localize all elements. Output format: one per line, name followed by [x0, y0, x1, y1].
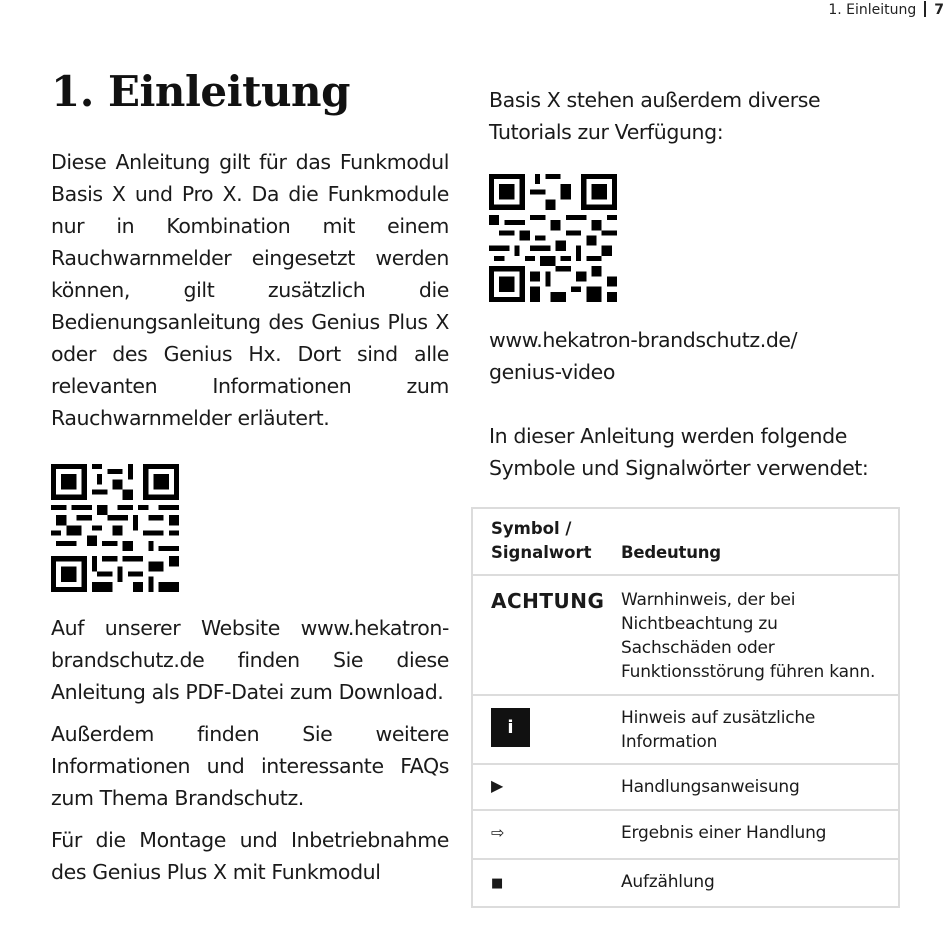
header-separator — [924, 1, 926, 17]
qr-code-pdf — [51, 464, 449, 592]
info-icon: i — [491, 708, 530, 747]
table-row — [472, 859, 899, 907]
intro-paragraph: Diese Anleitung gilt für das Funkmodul Basis X und Pro X. Da die Funkmodule nur in Kombination mit einem Rauchwarnmelder eingesetzt werden können, gilt zusätzlich die Bedienungsanleitung des Genius Plus X oder des Genius Hx. Dort sind alle relevanten Informationen zum Rauchwarnmelder erläutert. — [51, 150, 449, 430]
meaning-cell: Ergebnis einer Handlung — [621, 810, 899, 859]
bullet-square-icon: ■ — [491, 876, 504, 891]
header-symbol-line1: Symbol / — [491, 519, 572, 538]
montage-paragraph: Für die Montage und Inbetriebnahme des Genius Plus X mit Funkmodul — [51, 828, 449, 884]
symbol-cell — [472, 810, 621, 859]
table-row — [472, 810, 899, 859]
video-url-line2: genius-video — [489, 360, 616, 384]
meaning-cell: Hinweis auf zusätzliche Information — [621, 695, 899, 764]
symbol-table — [471, 507, 900, 908]
symbol-cell — [472, 695, 621, 764]
qr-code-video — [489, 174, 889, 302]
header-section: 1. Einleitung — [828, 2, 917, 18]
qr-code-icon — [489, 174, 617, 302]
website-paragraph: Auf unserer Website www.hekatron-brandschutz.de finden Sie diese Anleitung als PDF-Datei zum Download. — [51, 616, 449, 704]
table-header-row — [472, 508, 899, 575]
left-column — [51, 60, 449, 888]
header-symbol — [472, 508, 621, 575]
running-header — [828, 0, 944, 20]
header-meaning: Bedeutung — [621, 543, 721, 562]
meaning-cell: Aufzählung — [621, 859, 899, 907]
outline-arrow-icon: ⇨ — [491, 823, 505, 842]
video-url-line1: www.hekatron-brandschutz.de/ — [489, 328, 798, 352]
symbols-intro: In dieser Anleitung werden folgende Symbole und Signalwörter verwendet: — [489, 424, 869, 480]
meaning-cell: Handlungsanweisung — [621, 764, 899, 810]
symbol-cell — [472, 575, 621, 695]
table-row — [472, 764, 899, 810]
symbol-cell — [472, 859, 621, 907]
faq-paragraph: Außerdem finden Sie weitere Informationen und interessante FAQs zum Thema Brandschutz. — [51, 722, 449, 810]
play-arrow-icon: ▶ — [491, 776, 504, 795]
right-column — [489, 84, 889, 484]
qr-code-icon — [51, 464, 179, 592]
achtung-signal-word: ACHTUNG — [491, 589, 605, 613]
table-row — [472, 695, 899, 764]
header-symbol-line2: Signalwort — [491, 543, 592, 562]
tutorial-paragraph: Basis X stehen außerdem diverse Tutorials zur Verfügung: — [489, 88, 821, 144]
video-url[interactable] — [489, 324, 889, 388]
page-number: 7 — [934, 2, 944, 18]
table-row — [472, 575, 899, 695]
meaning-cell: Warnhinweis, der bei Nichtbeachtung zu Sachschäden oder Funktionsstörung führen kann. — [621, 575, 899, 695]
page-title: 1. Einleitung — [51, 67, 350, 116]
symbol-cell — [472, 764, 621, 810]
